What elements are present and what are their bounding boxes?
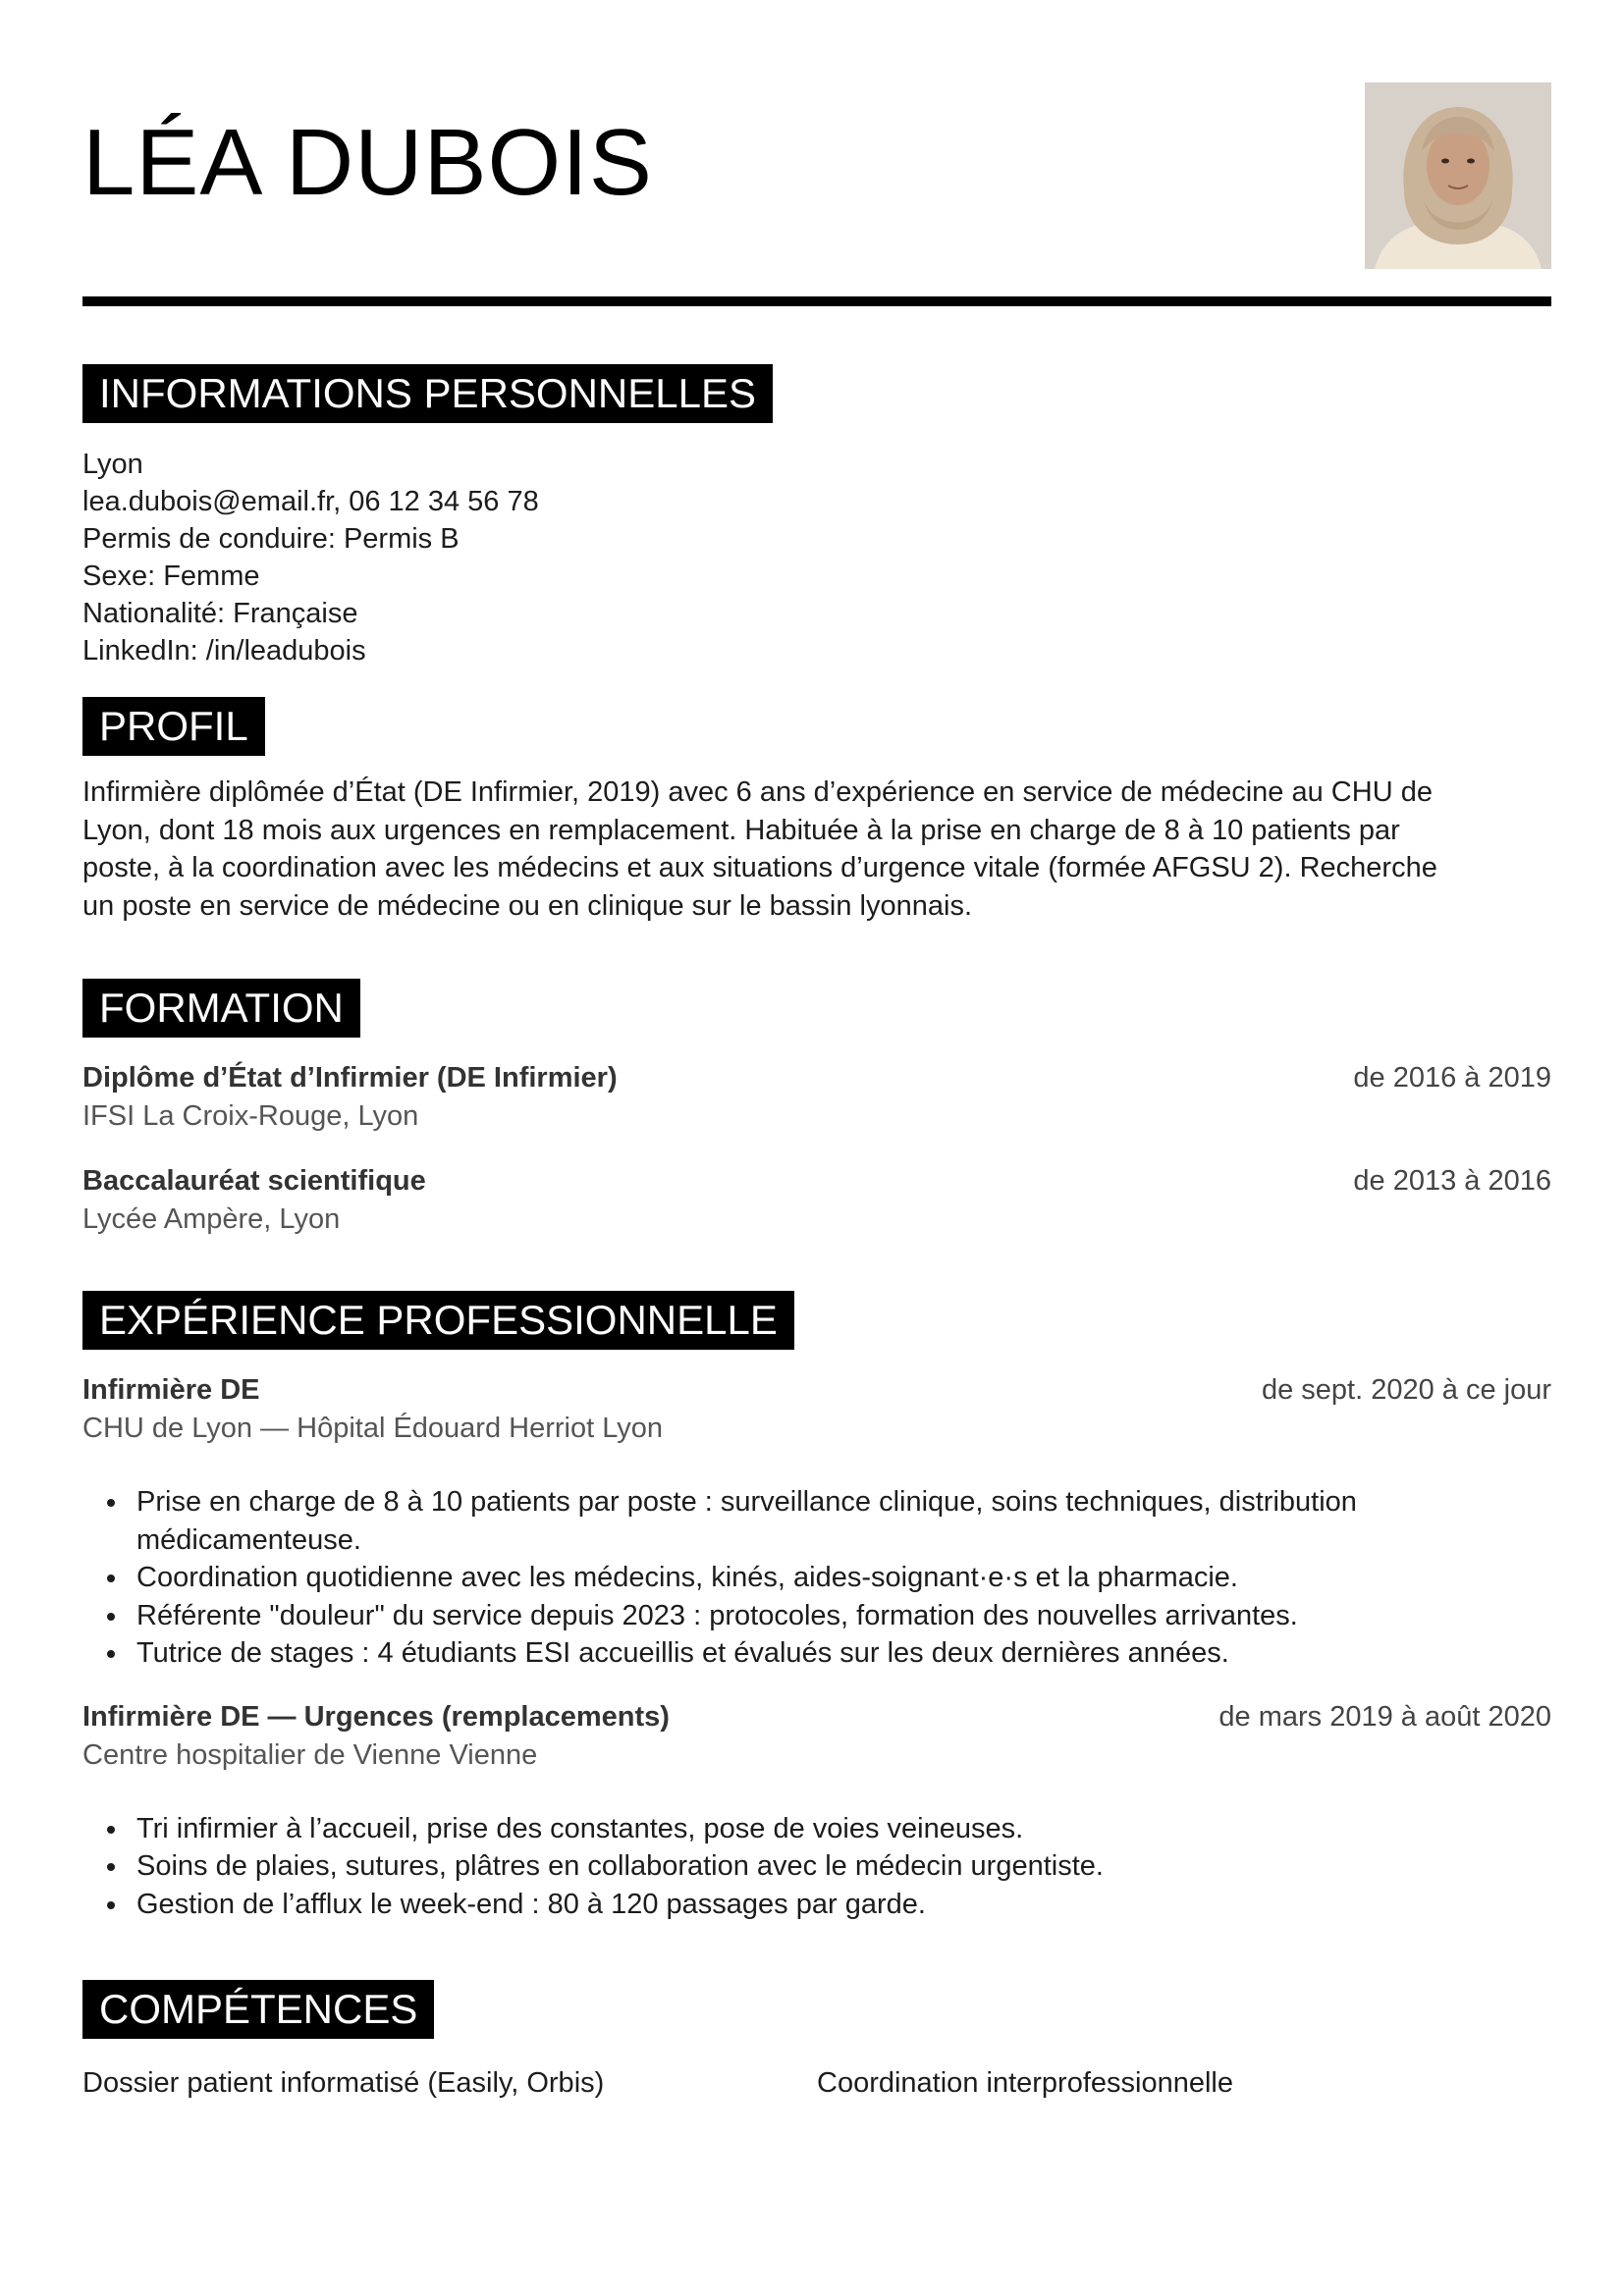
info-gender: Sexe: Femme [82,561,260,592]
experience-section [82,1291,1551,1923]
personal-info-list [82,446,1551,669]
bullet-icon [107,1863,115,1871]
info-nationality: Nationalité: Française [82,598,358,629]
list-item: Soins de plaies, sutures, plâtres en collaboration avec le médecin urgentiste. [136,1847,1551,1886]
job-title: Infirmière DE [82,1374,260,1406]
bullet-icon [107,1575,115,1582]
experience-heading: EXPÉRIENCE PROFESSIONNELLE [82,1291,794,1350]
info-linkedin: LinkedIn: /in/leadubois [82,635,366,667]
job-achievements [82,1810,1551,1924]
header-divider [82,296,1551,306]
bullet-icon [107,1650,115,1658]
profile-heading: PROFIL [82,697,265,756]
experience-entry [82,1698,1551,1924]
profile-summary [82,774,1551,925]
skills-list [82,2064,1551,2102]
list-item: Référente "douleur" du service depuis 2023 : protocoles, formation des nouvelles arrivantes. [136,1597,1551,1635]
resume-header [82,0,1551,304]
education-degree: Baccalauréat scientifique [82,1165,426,1197]
list-item: Gestion de l’afflux le week-end : 80 à 120 passages par garde. [136,1886,1551,1924]
education-entry [82,1162,1551,1239]
portrait-illustration [1365,82,1551,269]
resume-page [82,0,1551,2102]
skill-item: Coordination interprofessionnelle [817,2067,1233,2099]
profile-photo [1365,82,1551,269]
personal-info-section [82,364,1551,669]
job-achievements [82,1483,1551,1673]
candidate-name: LÉA DUBOIS [82,110,653,215]
education-school: Lycée Ampère, Lyon [82,1203,341,1235]
skill-item: Dossier patient informatisé (Easily, Orbis) [82,2067,605,2099]
bullet-icon [107,1826,115,1834]
profile-line: un poste en service de médecine ou en clinique sur le bassin lyonnais. [82,889,972,922]
experience-entry [82,1371,1551,1673]
job-dates: de mars 2019 à août 2020 [1218,1700,1551,1733]
profile-line: Infirmière diplômée d’État (DE Infirmier, 2019) avec 6 ans d’expérience en service de médecine au CHU de [82,776,1433,808]
education-dates: de 2013 à 2016 [1353,1165,1551,1197]
education-school: IFSI La Croix-Rouge, Lyon [82,1100,419,1132]
list-item: Prise en charge de 8 à 10 patients par poste : surveillance clinique, soins techniques, distribution médicamenteuse. [136,1483,1551,1559]
list-item: Tutrice de stages : 4 étudiants ESI accueillis et évalués sur les deux dernières années. [136,1634,1551,1673]
bullet-icon [107,1901,115,1909]
bullet-icon [107,1613,115,1621]
list-item: Tri infirmier à l’accueil, prise des constantes, pose de voies veineuses. [136,1810,1551,1848]
skills-heading: COMPÉTENCES [82,1980,434,2039]
education-heading: FORMATION [82,979,360,1038]
education-dates: de 2016 à 2019 [1353,1062,1551,1094]
bullet-icon [107,1499,115,1507]
job-dates: de sept. 2020 à ce jour [1261,1374,1551,1406]
skills-section [82,1980,1551,2102]
personal-info-heading: INFORMATIONS PERSONNELLES [82,364,773,423]
profile-line: Lyon, dont 18 mois aux urgences en remplacement. Habituée à la prise en charge de 8 à 10 patients par [82,814,1400,846]
list-item: Coordination quotidienne avec les médecins, kinés, aides-soignant·e·s et la pharmacie. [136,1559,1551,1597]
education-section [82,979,1551,1239]
education-entry [82,1059,1551,1136]
info-contact: lea.dubois@email.fr, 06 12 34 56 78 [82,486,539,517]
info-city: Lyon [82,449,143,480]
info-driving-license: Permis de conduire: Permis B [82,523,460,555]
profile-section [82,697,1551,925]
job-employer: Centre hospitalier de Vienne Vienne [82,1738,538,1771]
education-degree: Diplôme d’État d’Infirmier (DE Infirmier) [82,1062,618,1094]
profile-line: poste, à la coordination avec les médecins et aux situations d’urgence vitale (formée AFGSU 2). Recherche [82,852,1437,883]
job-employer: CHU de Lyon — Hôpital Édouard Herriot Lyon [82,1413,664,1444]
job-title: Infirmière DE — Urgences (remplacements) [82,1700,670,1733]
